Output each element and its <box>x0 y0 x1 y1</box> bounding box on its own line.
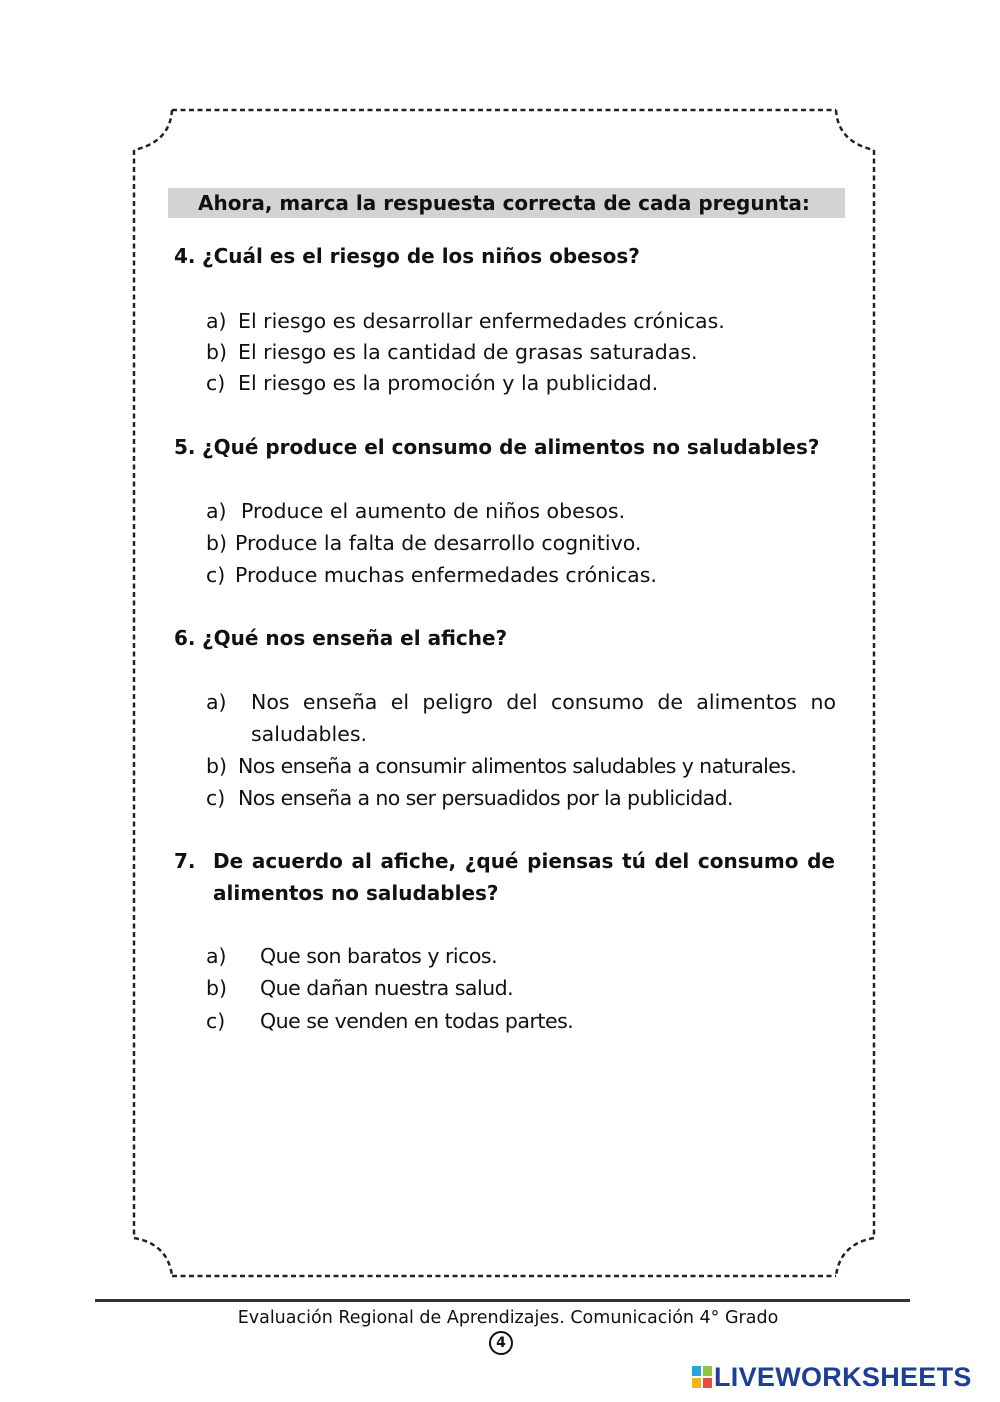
option-letter: a) <box>206 690 227 714</box>
option-6a[interactable] <box>206 686 836 750</box>
option-4b[interactable] <box>206 336 836 368</box>
option-letter: c) <box>206 563 226 587</box>
question-4 <box>174 240 834 272</box>
question-number: 4. <box>174 244 196 268</box>
option-text: Que son baratos y ricos. <box>260 944 498 968</box>
footer-caption: Evaluación Regional de Aprendizajes. Comunicación 4° Grado <box>237 1308 779 1328</box>
option-5c[interactable] <box>206 559 836 591</box>
option-text: El riesgo es desarrollar enfermedades crónicas. <box>238 309 725 333</box>
instruction-heading: Ahora, marca la respuesta correcta de cada pregunta: <box>168 188 845 218</box>
option-text: Que se venden en todas partes. <box>260 1009 574 1033</box>
option-letter: b) <box>206 754 228 778</box>
option-letter: b) <box>206 340 228 364</box>
option-text: Produce el aumento de niños obesos. <box>241 499 626 523</box>
question-text: ¿Qué produce el consumo de alimentos no saludables? <box>202 435 820 459</box>
option-6c[interactable] <box>206 782 836 814</box>
option-text: Nos enseña el peligro del consumo de alimentos no saludables. <box>251 690 836 746</box>
question-7 <box>174 845 835 909</box>
question-number: 5. <box>174 435 196 459</box>
question-number: 7. <box>174 849 196 873</box>
option-7a[interactable] <box>206 940 836 972</box>
option-letter: b) <box>206 531 228 555</box>
option-text: El riesgo es la cantidad de grasas saturadas. <box>238 340 698 364</box>
question-text: ¿Qué nos enseña el afiche? <box>202 626 508 650</box>
option-4c[interactable] <box>206 367 836 399</box>
footer-divider <box>95 1299 910 1302</box>
option-text: El riesgo es la promoción y la publicidad. <box>238 371 659 395</box>
option-letter: b) <box>206 976 228 1000</box>
liveworksheets-logo <box>692 1362 972 1392</box>
option-7c[interactable] <box>206 1005 836 1037</box>
option-4a[interactable] <box>206 305 836 337</box>
option-letter: a) <box>206 499 227 523</box>
question-6 <box>174 622 834 654</box>
option-text: Produce muchas enfermedades crónicas. <box>235 563 657 587</box>
option-letter: a) <box>206 944 227 968</box>
option-5a[interactable] <box>206 495 836 527</box>
option-text: Produce la falta de desarrollo cognitivo. <box>235 531 642 555</box>
option-text: Nos enseña a consumir alimentos saludables y naturales. <box>238 754 797 778</box>
option-7b[interactable] <box>206 972 836 1004</box>
question-text: De acuerdo al afiche, ¿qué piensas tú del consumo de alimentos no saludables? <box>213 849 835 905</box>
option-letter: a) <box>206 309 227 333</box>
question-text: ¿Cuál es el riesgo de los niños obesos? <box>202 244 640 268</box>
option-letter: c) <box>206 786 226 810</box>
option-text: Que dañan nuestra salud. <box>260 976 514 1000</box>
question-number: 6. <box>174 626 196 650</box>
option-text: Nos enseña a no ser persuadidos por la publicidad. <box>238 786 733 810</box>
option-6b[interactable] <box>206 750 836 782</box>
brand-name: LIVEWORKSHEETS <box>714 1362 972 1392</box>
page-number: 4 <box>489 1331 513 1355</box>
question-5 <box>174 431 834 463</box>
option-letter: c) <box>206 1009 226 1033</box>
liveworksheets-grid-icon <box>692 1366 712 1388</box>
option-letter: c) <box>206 371 226 395</box>
option-5b[interactable] <box>206 527 836 559</box>
